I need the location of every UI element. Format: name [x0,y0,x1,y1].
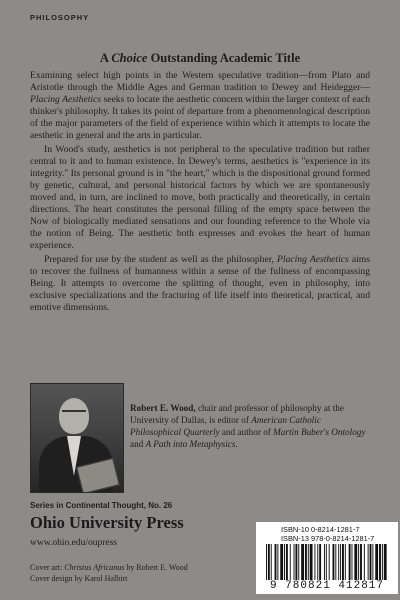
barcode-stripe [352,544,353,580]
description-paragraph-3 [30,254,370,314]
barcode-stripe [310,544,313,580]
cover-art-label: Cover art: [30,563,65,572]
isbn-10: ISBN-10 0-8214-1281-7 [281,525,360,534]
barcode-stripe [294,544,295,580]
barcode-stripe [345,544,346,580]
book-description [30,70,370,316]
description-paragraph-2: In Wood's study, aesthetics is not peripheral to the speculative tradition but rather central to it and to human existence. In Dewey's terms, aesthetics is "experience in its integrity." Its personal ground is in "the heart," which is the dispositional ground formed by genetic, cultural, and personal historical factors by which we are spontaneously moved and, in turn, are inclined to move, both practically and theoretically, in certain directions. The heart constitutes the personal filling of the empty space between the Now of biologically mediated sensations and our founding reference to the Whole via the notion of Being. The aesthetic both expresses and evokes the heart of human experience. [30,144,370,251]
barcode-stripe [379,544,381,580]
barcode-stripe [286,544,288,580]
barcode-bars [262,544,392,580]
bio-text-1: chair and professor of philosophy at the University of Dallas, is editor of [130,403,344,425]
barcode-stripe [382,544,383,580]
barcode-stripe [314,544,315,580]
barcode-stripe [342,544,344,580]
author-name: Robert E. Wood, [130,403,196,413]
barcode-stripe [333,544,335,580]
accolade-prefix: A [99,51,112,65]
series-title: Series in Continental Thought, No. 26 [30,501,173,510]
description-paragraph-1 [30,70,370,142]
accolade-suffix: Outstanding Academic Title [147,51,301,65]
barcode-stripe [290,544,291,580]
barcode-stripe [358,544,359,580]
barcode-stripe [277,544,278,580]
category-label: PHILOSOPHY [30,13,90,22]
bio-text-2: and author of [219,427,274,437]
barcode-stripe [372,544,373,580]
p1-text-before: Examining select high points in the Western speculative tradition—from Plato and Aristotle through the Middle Ages and German tradition to Dewey and Heidegger— [30,70,370,93]
barcode-stripe [384,544,387,580]
bio-text-3: and [130,439,146,449]
barcode-stripe [280,544,283,580]
barcode-stripe [319,544,321,580]
p1-book-title: Placing Aesthetics [30,94,102,105]
accolade-emphasis: Choice [111,51,148,65]
cover-design-credit: Cover design by Karol Halbirt [30,573,128,583]
barcode-stripe [368,544,369,580]
cover-credits [30,563,188,584]
cover-art-title: Christus Africanus [64,563,125,572]
barcode-stripe [317,544,318,580]
bio-journal: American Catholic Philosophical Quarterly [130,415,321,437]
barcode-stripe [364,544,365,580]
barcode-stripe [295,544,297,580]
barcode-stripe [301,544,304,580]
barcode-stripe [298,544,299,580]
barcode-stripe [370,544,372,580]
p3-text-before: Prepared for use by the student as well as the philosopher, [44,254,278,265]
author-photo [30,383,124,493]
bio-book-1: Martin Buber's Ontology [273,427,366,437]
barcode-stripe [340,544,341,580]
publisher-website[interactable]: www.ohio.edu/oupress [30,538,117,548]
barcode-stripe [271,544,272,580]
barcode-stripe [375,544,378,580]
barcode-number: 9 780821 412817 [269,580,385,592]
barcode-stripe [349,544,351,580]
barcode-stripe [335,544,336,580]
barcode-stripe [326,544,327,580]
p3-text-after: aims to recover the fullness of humanness within a sense of the fullness of encompassing Being. It attempts to overcome the splitting of thought, even in philosophy, into exclusive specializations and the fracturing of life itself into theoretical, practical, and emotive dimensions. [30,254,370,313]
barcode-stripe [354,544,357,580]
p1-text-after: seeks to locate the aesthetic concern within the larger context of each thinker's philosophy. It takes its point of departure from a phenomenological description of the major parameters of the field of experience within which it attempts to locate the aesthetic in general and the arts in particular. [30,94,370,141]
p3-book-title: Placing Aesthetics [277,254,349,265]
bio-text-4: . [235,439,238,449]
barcode-stripe [266,544,267,580]
photo-glasses [62,410,86,417]
cover-art-credit [30,563,188,574]
barcode-stripe [268,544,270,580]
barcode-stripe [305,544,307,580]
barcode-stripe [329,544,330,580]
accolade-heading [0,51,400,66]
barcode-stripe [338,544,339,580]
barcode-stripe [284,544,285,580]
barcode-stripe [308,544,309,580]
cover-art-by: by Robert E. Wood [124,563,188,572]
barcode-stripe [275,544,277,580]
barcode-stripe [360,544,362,580]
barcode-stripe [324,544,325,580]
isbn-13: ISBN-13 978-0-8214-1281-7 [281,534,375,543]
bio-book-2: A Path into Metaphysics [145,439,236,449]
barcode-box [256,522,398,594]
author-bio [130,402,372,450]
publisher-name: Ohio University Press [30,513,184,532]
